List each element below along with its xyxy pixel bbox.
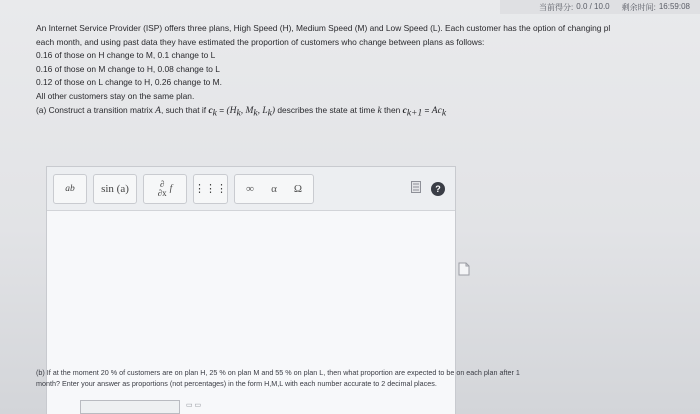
time-label: 剩余时间: — [621, 2, 656, 12]
score-label: 当前得分: — [539, 2, 574, 12]
keyboard-icon[interactable] — [411, 180, 421, 198]
part-b-line-2: month? Enter your answer as proportions (not percentages) in the form H,M,L with each number accurate to 2 decimal places. — [36, 379, 437, 388]
problem-text — [36, 22, 696, 121]
omega-button[interactable]: Ω — [293, 182, 303, 195]
time-value: 16:59:08 — [658, 1, 690, 11]
score-value: 0.0 / 10.0 — [576, 1, 610, 11]
rest-line: All other customers stay on the same plan. — [36, 90, 195, 101]
editor-toolbar — [47, 167, 455, 211]
part-b-answer-input[interactable] — [80, 400, 180, 414]
document-icon[interactable] — [458, 262, 470, 281]
matrix-button[interactable]: ⋮⋮⋮ — [193, 174, 228, 204]
power-button[interactable]: a b — [53, 174, 87, 204]
part-a-prompt: (a) Construct a transition matrix A, such that if $c_k = (H_k$, $M_k$, $L_k$) describes the state at time k then $c_{k+1} = Ac_k$ — [36, 104, 447, 119]
help-icon[interactable]: ? — [431, 182, 445, 196]
alpha-button[interactable]: α — [271, 182, 277, 195]
intro-line-1: An Internet Service Provider (ISP) offers three plans, High Speed (H), Medium Speed (M) and Low Speed (L). Each customer has the option of changing pl — [36, 23, 611, 33]
symbol-group — [234, 174, 314, 204]
status-bar — [500, 0, 700, 14]
m-transition: 0.16 of those on M change to H, 0.08 change to L — [36, 63, 220, 74]
part-b-line-1: (b) If at the moment 20 % of customers are on plan H, 25 % on plan M and 55 % on plan L, then what proportion are expected to be on each plan after 1 — [36, 368, 520, 377]
l-transition: 0.12 of those on L change to H, 0.26 change to M. — [36, 77, 222, 88]
h-transition: 0.16 of those on H change to M, 0.1 change to L — [36, 50, 216, 61]
partial-derivative-button[interactable]: ∂ ∂x f — [143, 174, 187, 204]
part-b-prompt — [36, 367, 696, 389]
input-tools-icon[interactable]: ▭ ▭ — [186, 402, 202, 409]
sin-button[interactable]: sin (a) — [93, 174, 137, 204]
infinity-button[interactable]: ∞ — [246, 182, 254, 195]
intro-line-2: each month, and using past data they have estimated the proportion of customers who change between plans as follows: — [36, 36, 485, 47]
